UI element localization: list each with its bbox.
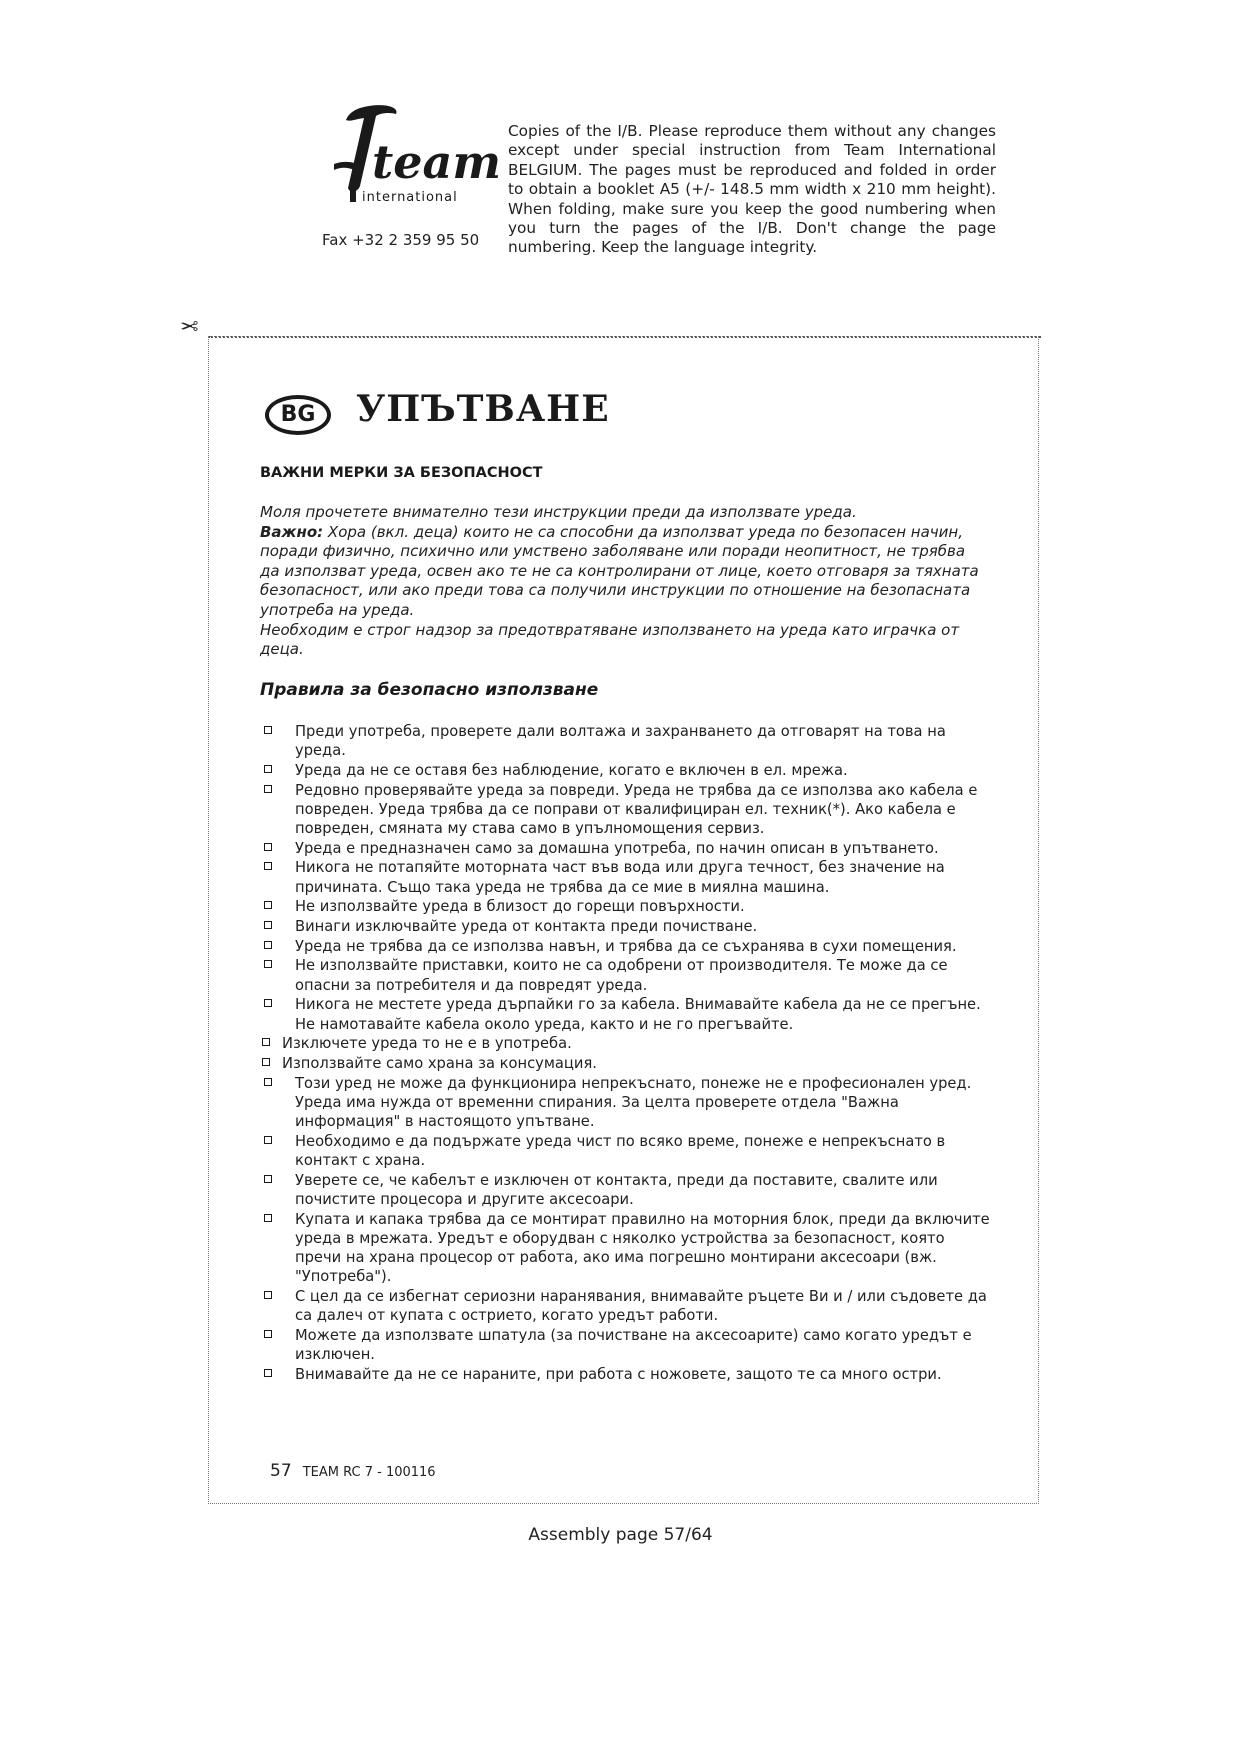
rule-text: Използвайте само храна за консумация.	[282, 1054, 597, 1072]
checkbox-bullet-icon	[264, 901, 272, 909]
rule-text: Никога не местете уреда дърпайки го за кабела. Внимавайте кабела да не се прегъне. Не намотавайте кабела около уреда, както и не го прегъвайте.	[295, 996, 981, 1033]
checkbox-bullet-icon	[264, 843, 272, 851]
rule-text: Можете да използвате шпатула (за почистване на аксесоарите) само когато уредът е изключен.	[295, 1326, 972, 1363]
list-item	[262, 1171, 992, 1209]
model-code: TEAM RC 7 - 100116	[302, 1465, 436, 1480]
page-number: 57	[270, 1461, 292, 1481]
checkbox-bullet-icon	[264, 1175, 272, 1183]
language-badge: BG	[265, 395, 331, 435]
list-item	[262, 781, 992, 839]
checkbox-bullet-icon	[262, 1038, 270, 1046]
assembly-page-label: Assembly page 57/64	[528, 1525, 713, 1545]
list-item	[262, 1326, 992, 1364]
rule-text: Купата и капака трябва да се монтират правилно на моторния блок, преди да включите уреда в мрежата. Уредът е оборудван с няколко устройства за безопасност, която пречи на храна процесор от работа, ако има погрешно монтирани аксесоари (вж. "Употреба").	[295, 1210, 990, 1286]
list-item	[262, 995, 992, 1033]
checkbox-bullet-icon	[264, 921, 272, 929]
list-item	[262, 839, 992, 858]
checkbox-bullet-icon	[264, 862, 272, 870]
checkbox-bullet-icon	[264, 1136, 272, 1144]
supervision-text: Необходим е строг надзор за предотвратяване използването на уреда като играчка от деца.	[260, 620, 960, 659]
rule-text: Редовно проверявайте уреда за повреди. Уреда не трябва да се използва ако кабела е повреден. Уреда трябва да се поправи от квалифициран ел. техник(*). Ако кабела е повреден, смяната му става само в упълномощения сервиз.	[295, 781, 978, 838]
list-item	[262, 858, 992, 896]
rule-text: Уреда е предназначен само за домашна употреба, по начин описан в упътването.	[295, 839, 939, 857]
rules-heading: Правила за безопасно използване	[260, 680, 599, 700]
list-item	[262, 917, 992, 936]
safety-intro	[260, 503, 984, 660]
rule-text: Преди употреба, проверете дали волтажа и захранването да отговарят на това на уреда.	[295, 723, 946, 760]
rule-text: Никога не потапяйте моторната част във вода или друга течност, без значение на причината. Също така уреда не трябва да се мие в миялна машина.	[295, 859, 945, 896]
rule-text: С цел да се избегнат сериозни наранявания, внимавайте ръцете Ви и / или съдовете да са далеч от купата с острието, когато уредът работи.	[295, 1287, 987, 1325]
intro-line: Моля прочетете внимателно тези инструкции преди да използвате уреда.	[260, 503, 857, 521]
rule-text: Не използвайте приставки, които не са одобрени от производителя. Те може да се опасни за потребителя и да повредят уреда.	[295, 957, 948, 994]
fax-number: Fax +32 2 359 95 50	[322, 231, 480, 249]
checkbox-bullet-icon	[264, 960, 272, 968]
safety-rules-list	[262, 722, 992, 1384]
checkbox-bullet-icon	[264, 1291, 272, 1299]
list-item	[262, 897, 992, 916]
checkbox-bullet-icon	[264, 785, 272, 793]
checkbox-bullet-icon	[264, 1369, 272, 1377]
logo-word: team	[372, 135, 501, 189]
list-item	[262, 1132, 992, 1170]
rule-text: Този уред не може да функционира непрекъснато, понеже не е професионален уред. Уреда има нужда от временни спирания. За целта проверете отдела "Важна информация" в настоящото упътване.	[295, 1074, 972, 1131]
list-item	[262, 1034, 992, 1053]
rule-text: Необходимо е да подържате уреда чист по всяко време, понеже е непрекъснато в контакт с храна.	[295, 1132, 946, 1169]
reproduction-note: Copies of the I/B. Please reproduce them without any changes except under special instruction from Team International BELGIUM. The pages must be reproduced and folded in order to obtain a booklet A5 (+/- 148.5 mm width x 210 mm height). When folding, make sure you keep the good numbering when you turn the pages of the I/B. Don't change the page numbering. Keep the language integrity.	[508, 122, 996, 257]
rule-text: Винаги изключвайте уреда от контакта преди почистване.	[295, 918, 758, 936]
important-label: Важно:	[260, 522, 324, 541]
important-text: Хора (вкл. деца) които не са способни да използват уреда по безопасен начин, поради физично, психично или умствено заболяване или поради неопитност, не трябва да използват уреда, освен ако те не са контролирани от лице, което отговаря за тяхната безопасност, или ако преди това са получили инструкции по отношение на безопасната употреба на уреда.	[260, 522, 979, 619]
rule-text: Уреда да не се оставя без наблюдение, когато е включен в ел. мрежа.	[295, 761, 848, 779]
team-international-logo	[320, 100, 501, 220]
checkbox-bullet-icon	[264, 1330, 272, 1338]
rule-text: Уреда не трябва да се използва навън, и трябва да се съхранява в сухи помещения.	[295, 937, 957, 955]
list-item	[262, 722, 992, 760]
rule-text: Уверете се, че кабелът е изключен от контакта, преди да поставите, свалите или почистите процесора и другите аксесоари.	[295, 1171, 938, 1208]
checkbox-bullet-icon	[264, 765, 272, 773]
rule-text: Изключете уреда то не е в употреба.	[282, 1035, 572, 1053]
checkbox-bullet-icon	[264, 941, 272, 949]
list-item	[262, 761, 992, 780]
list-item	[262, 1210, 992, 1287]
safety-heading: ВАЖНИ МЕРКИ ЗА БЕЗОПАСНОСТ	[260, 465, 543, 481]
checkbox-bullet-icon	[264, 1214, 272, 1222]
list-item	[262, 956, 992, 994]
checkbox-bullet-icon	[264, 726, 272, 734]
checkbox-bullet-icon	[264, 999, 272, 1007]
checkbox-bullet-icon	[262, 1058, 270, 1066]
page-footer	[270, 1461, 436, 1481]
page-title: УПЪТВАНЕ	[356, 388, 610, 430]
list-item	[262, 937, 992, 956]
rule-text: Внимавайте да не се нараните, при работа с ножовете, защото те са много остри.	[295, 1365, 942, 1383]
checkbox-bullet-icon	[264, 1078, 272, 1086]
rule-text: Не използвайте уреда в близост до горещи повърхности.	[295, 898, 745, 916]
list-item	[262, 1074, 992, 1132]
list-item	[262, 1287, 992, 1325]
list-item	[262, 1365, 992, 1384]
scissors-icon: ✂	[180, 312, 199, 337]
list-item	[262, 1054, 992, 1073]
logo-sub: international	[362, 190, 458, 205]
